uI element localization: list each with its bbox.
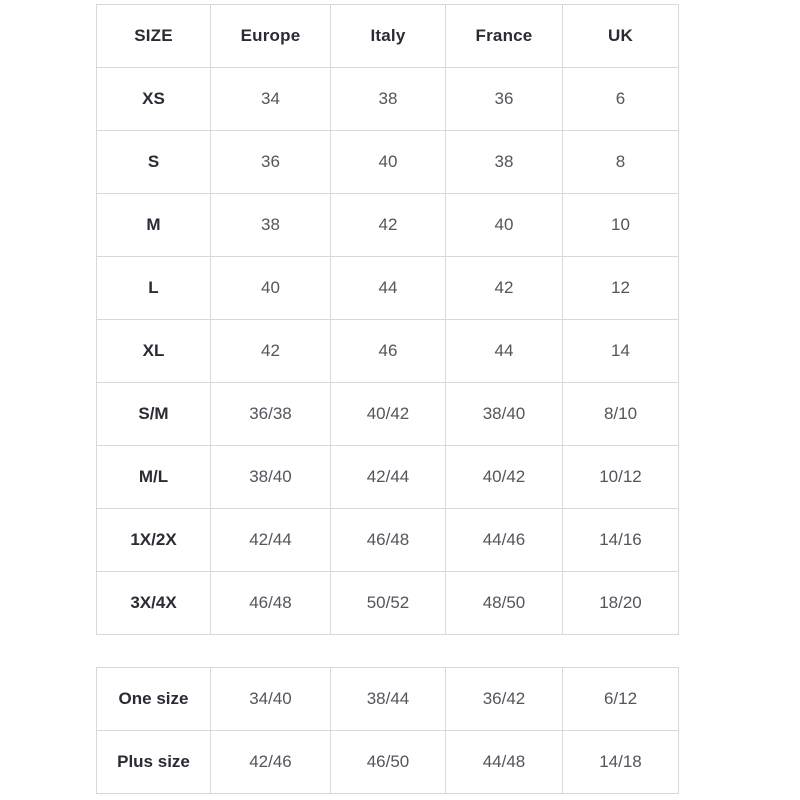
table-cell: 36 — [446, 68, 563, 131]
table-cell: 12 — [563, 257, 679, 320]
size-label-cell: 3X/4X — [97, 572, 211, 635]
table-cell: 40 — [446, 194, 563, 257]
table-cell: 50/52 — [331, 572, 446, 635]
table-cell: 18/20 — [563, 572, 679, 635]
column-header-size: SIZE — [97, 5, 211, 68]
table-cell: 46/50 — [331, 731, 446, 794]
table-cell: 38/44 — [331, 668, 446, 731]
table-row — [97, 383, 679, 446]
table-row — [97, 194, 679, 257]
column-header-europe: Europe — [211, 5, 331, 68]
size-label-cell: M/L — [97, 446, 211, 509]
table-cell: 42/46 — [211, 731, 331, 794]
table-cell: 14/18 — [563, 731, 679, 794]
size-label-cell: M — [97, 194, 211, 257]
table-cell: 40 — [331, 131, 446, 194]
table-row — [97, 446, 679, 509]
size-label-cell: S — [97, 131, 211, 194]
table-cell: 38/40 — [446, 383, 563, 446]
column-header-uk: UK — [563, 5, 679, 68]
table-cell: 8/10 — [563, 383, 679, 446]
table-cell: 14/16 — [563, 509, 679, 572]
table-cell: 42/44 — [331, 446, 446, 509]
special-sizes-table — [96, 667, 679, 794]
table-cell: 40 — [211, 257, 331, 320]
table-cell: 38 — [211, 194, 331, 257]
table-cell: 40/42 — [331, 383, 446, 446]
table-row — [97, 509, 679, 572]
table-cell: 34/40 — [211, 668, 331, 731]
table-cell: 36/42 — [446, 668, 563, 731]
table-cell: 44 — [331, 257, 446, 320]
table-cell: 10/12 — [563, 446, 679, 509]
table-cell: 38/40 — [211, 446, 331, 509]
table-cell: 38 — [331, 68, 446, 131]
table-cell: 10 — [563, 194, 679, 257]
size-label-cell: XS — [97, 68, 211, 131]
table-cell: 44/46 — [446, 509, 563, 572]
table-cell: 40/42 — [446, 446, 563, 509]
table-cell: 42 — [211, 320, 331, 383]
table-cell: 36/38 — [211, 383, 331, 446]
table-row — [97, 320, 679, 383]
size-label-cell: One size — [97, 668, 211, 731]
table-cell: 6 — [563, 68, 679, 131]
table-cell: 46/48 — [211, 572, 331, 635]
header-row — [97, 5, 679, 68]
table-cell: 6/12 — [563, 668, 679, 731]
table-cell: 34 — [211, 68, 331, 131]
table-cell: 14 — [563, 320, 679, 383]
table-cell: 8 — [563, 131, 679, 194]
size-label-cell: L — [97, 257, 211, 320]
size-label-cell: XL — [97, 320, 211, 383]
table-cell: 42 — [331, 194, 446, 257]
table-row — [97, 257, 679, 320]
table-row — [97, 131, 679, 194]
size-label-cell: Plus size — [97, 731, 211, 794]
column-header-italy: Italy — [331, 5, 446, 68]
table-cell: 36 — [211, 131, 331, 194]
size-label-cell: S/M — [97, 383, 211, 446]
size-chart-section — [96, 4, 679, 794]
table-cell: 38 — [446, 131, 563, 194]
table-row — [97, 668, 679, 731]
table-cell: 46 — [331, 320, 446, 383]
table-row — [97, 731, 679, 794]
size-conversion-table — [96, 4, 679, 635]
table-cell: 46/48 — [331, 509, 446, 572]
table-cell: 44 — [446, 320, 563, 383]
table-row — [97, 68, 679, 131]
size-label-cell: 1X/2X — [97, 509, 211, 572]
table-cell: 42/44 — [211, 509, 331, 572]
table-cell: 48/50 — [446, 572, 563, 635]
table-row — [97, 572, 679, 635]
table-cell: 42 — [446, 257, 563, 320]
table-cell: 44/48 — [446, 731, 563, 794]
column-header-france: France — [446, 5, 563, 68]
